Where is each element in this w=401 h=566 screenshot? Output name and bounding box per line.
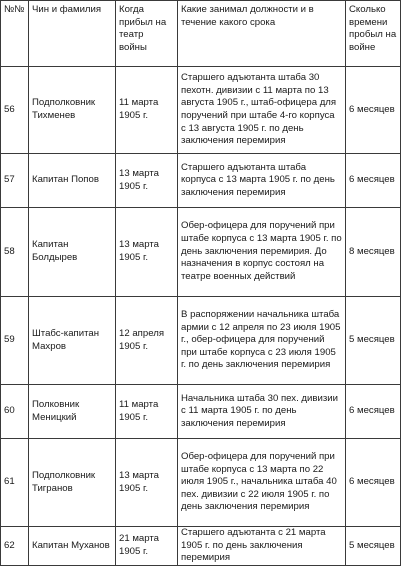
row-positions: В распоряжении начальника штаба армии с 12 апреля по 23 июля 1905 г., обер-офицера для поручений при штабе корпуса с 23 июля 1905 г. по день заключения перемирия (178, 297, 346, 385)
header-arrived: Когда прибыл на театр войны (116, 1, 178, 67)
row-positions: Старшего адъютанта с 21 марта 1905 г. по день заключения перемирия (178, 527, 346, 566)
row-duration: 6 месяцев (346, 67, 401, 154)
table-row (1, 527, 401, 566)
row-arrived: 11 марта 1905 г. (116, 385, 178, 439)
row-rank-name: Капитан Попов (29, 154, 116, 208)
row-num: 57 (1, 154, 29, 208)
row-duration: 6 месяцев (346, 439, 401, 527)
header-num: №№ (1, 1, 29, 67)
row-arrived: 13 марта 1905 г. (116, 208, 178, 297)
table-row (1, 439, 401, 527)
row-positions: Начальника штаба 30 пех. дивизии с 11 марта 1905 г. по день заключения перемирия (178, 385, 346, 439)
table-header-row (1, 1, 401, 67)
row-rank-name: Капитан Болдырев (29, 208, 116, 297)
row-rank-name: Штабс-капитан Махров (29, 297, 116, 385)
row-duration: 5 месяцев (346, 297, 401, 385)
row-rank-name: Подполковник Тигранов (29, 439, 116, 527)
row-duration: 6 месяцев (346, 154, 401, 208)
row-arrived: 13 марта 1905 г. (116, 154, 178, 208)
table-row (1, 154, 401, 208)
row-duration: 6 месяцев (346, 385, 401, 439)
header-positions: Какие занимал должности и в течение какого срока (178, 1, 346, 67)
row-arrived: 13 марта 1905 г. (116, 439, 178, 527)
row-positions: Обер-офицера для поручений при штабе корпуса с 13 марта по 22 июля 1905 г., начальника штаба 40 пех. дивизии с 22 июля 1905 г. по день заключения перемирия (178, 439, 346, 527)
row-duration: 5 месяцев (346, 527, 401, 566)
table-row (1, 385, 401, 439)
row-arrived: 21 марта 1905 г. (116, 527, 178, 566)
row-rank-name: Полковник Меницкий (29, 385, 116, 439)
table-row (1, 208, 401, 297)
row-arrived: 11 марта 1905 г. (116, 67, 178, 154)
header-duration: Сколько времени пробыл на войне (346, 1, 401, 67)
table-row (1, 67, 401, 154)
row-rank-name: Подполковник Тихменев (29, 67, 116, 154)
row-positions: Обер-офицера для поручений при штабе корпуса с 13 марта 1905 г. по день заключения перемирия. До назначения в корпус состоял на театре военных действий (178, 208, 346, 297)
header-rank-name: Чин и фамилия (29, 1, 116, 67)
table-row (1, 297, 401, 385)
row-num: 58 (1, 208, 29, 297)
row-num: 62 (1, 527, 29, 566)
row-num: 61 (1, 439, 29, 527)
row-arrived: 12 апреля 1905 г. (116, 297, 178, 385)
row-num: 59 (1, 297, 29, 385)
row-rank-name: Капитан Муханов (29, 527, 116, 566)
row-positions: Старшего адъютанта штаба 30 пехотн. дивизии с 11 марта по 13 августа 1905 г., штаб-офицера для поручений при штабе 4-го корпуса с 13 августа 1905 г. по день заключения перемирия (178, 67, 346, 154)
row-positions: Старшего адъютанта штаба корпуса с 13 марта 1905 г. по день заключения перемирия (178, 154, 346, 208)
row-num: 60 (1, 385, 29, 439)
row-num: 56 (1, 67, 29, 154)
row-duration: 8 месяцев (346, 208, 401, 297)
